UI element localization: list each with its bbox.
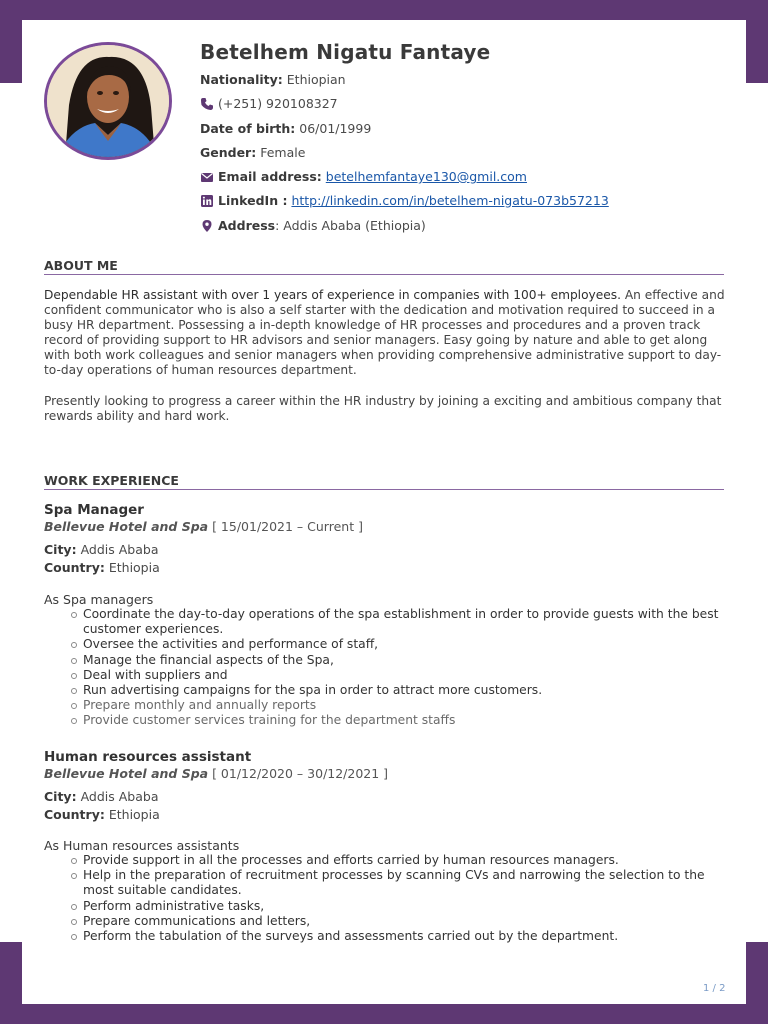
list-item: Manage the financial aspects of the Spa, [70, 653, 730, 668]
job-title: Human resources assistant [44, 749, 252, 765]
page-number: 1 / 2 [703, 983, 726, 994]
city-label: City: [44, 789, 77, 804]
list-item: Prepare communications and letters, [70, 914, 730, 929]
job-city-row [44, 542, 158, 557]
list-item: Oversee the activities and performance of staff, [70, 637, 730, 652]
email-label: Email address: [218, 169, 322, 184]
linkedin-label: LinkedIn : [218, 193, 288, 208]
address-label: Address [218, 218, 276, 233]
job-country-row [44, 560, 160, 575]
frame-bottom-bar [0, 1004, 768, 1024]
candidate-name: Betelhem Nigatu Fantaye [200, 40, 491, 64]
phone-value[interactable]: (+251) 920108327 [218, 96, 338, 111]
employer-name: Bellevue Hotel and Spa [44, 766, 209, 781]
list-item: Run advertising campaigns for the spa in order to attract more customers. [70, 683, 730, 698]
country-value: Ethiopia [108, 807, 160, 822]
nationality-label: Nationality: [200, 72, 283, 87]
phone-icon [200, 97, 214, 111]
nationality-row [200, 72, 346, 87]
gender-label: Gender: [200, 145, 257, 160]
nationality-value: Ethiopian [286, 72, 346, 87]
city-label: City: [44, 542, 77, 557]
profile-photo [44, 42, 172, 160]
email-icon [200, 170, 214, 184]
linkedin-link[interactable]: http://linkedin.com/in/betelhem-nigatu-073b57213 [291, 193, 609, 208]
country-label: Country: [44, 560, 105, 575]
dob-value: 06/01/1999 [299, 121, 372, 136]
linkedin-row [200, 193, 609, 208]
dob-label: Date of birth: [200, 121, 296, 136]
gender-row [200, 145, 305, 160]
job-intro: As Human resources assistants [44, 838, 240, 853]
email-row [200, 169, 527, 184]
job-dates: [ 01/12/2020 – 30/12/2021 ] [208, 766, 389, 781]
phone-row [200, 96, 338, 111]
country-value: Ethiopia [108, 560, 160, 575]
job-intro: As Spa managers [44, 592, 154, 607]
job-country-row [44, 807, 160, 822]
about-me-paragraph-2: Presently looking to progress a career within the HR industry by joining a exciting and ambitious company that rewards ability and hard work. [44, 394, 722, 423]
job-duties-list [70, 853, 730, 944]
job-employer-row [44, 766, 388, 781]
country-label: Country: [44, 807, 105, 822]
job-duties-list [70, 607, 730, 729]
list-item: Help in the preparation of recruitment processes by scanning CVs and narrowing the selection to the most suitable candidates. [70, 868, 730, 898]
job-employer-row [44, 519, 363, 534]
about-me-paragraph [44, 288, 726, 378]
location-pin-icon [200, 219, 214, 233]
list-item: Provide support in all the processes and efforts carried by human resources managers. [70, 853, 730, 868]
list-item: Perform the tabulation of the surveys and assessments carried out by the department. [70, 929, 730, 944]
address-row [200, 218, 426, 233]
city-value: Addis Ababa [80, 542, 159, 557]
list-item: Perform administrative tasks, [70, 899, 730, 914]
about-me-heading: ABOUT ME [44, 258, 724, 275]
frame-right-bottom [746, 942, 768, 1004]
employer-name: Bellevue Hotel and Spa [44, 519, 209, 534]
gender-value: Female [260, 145, 306, 160]
city-value: Addis Ababa [80, 789, 159, 804]
frame-right-top [746, 20, 768, 83]
list-item: Coordinate the day-to-day operations of the spa establishment in order to provide guests with the best customer experiences. [70, 607, 730, 637]
job-dates: [ 15/01/2021 – Current ] [208, 519, 363, 534]
job-city-row [44, 789, 158, 804]
dob-row [200, 121, 371, 136]
job-title: Spa Manager [44, 502, 144, 518]
linkedin-icon [200, 194, 214, 208]
frame-left-bottom [0, 942, 22, 1004]
frame-left-top [0, 20, 22, 83]
list-item: Prepare monthly and annually reports [70, 698, 730, 713]
address-value: : Addis Ababa (Ethiopia) [275, 218, 426, 233]
about-me-lead: Dependable HR assistant with over 1 years of experience in companies with 100+ employees. [44, 288, 621, 302]
email-link[interactable]: betelhemfantaye130@gmil.com [325, 169, 527, 184]
frame-top-bar [0, 0, 768, 20]
about-me-body: An effective and confident communicator who is also a self starter with the dedication and motivation required to succeed in a busy HR department. Possessing a in-depth knowledge of HR processes and procedures and a proven track record of providing support to HR advisors and senior managers. Easy going by nature and able to get along with both work colleagues and senior managers when providing comprehensive administrative support to day-to-day operations of human resources department. [44, 288, 725, 377]
list-item: Provide customer services training for the department staffs [70, 713, 730, 728]
work-experience-heading: WORK EXPERIENCE [44, 473, 724, 490]
list-item: Deal with suppliers and [70, 668, 730, 683]
